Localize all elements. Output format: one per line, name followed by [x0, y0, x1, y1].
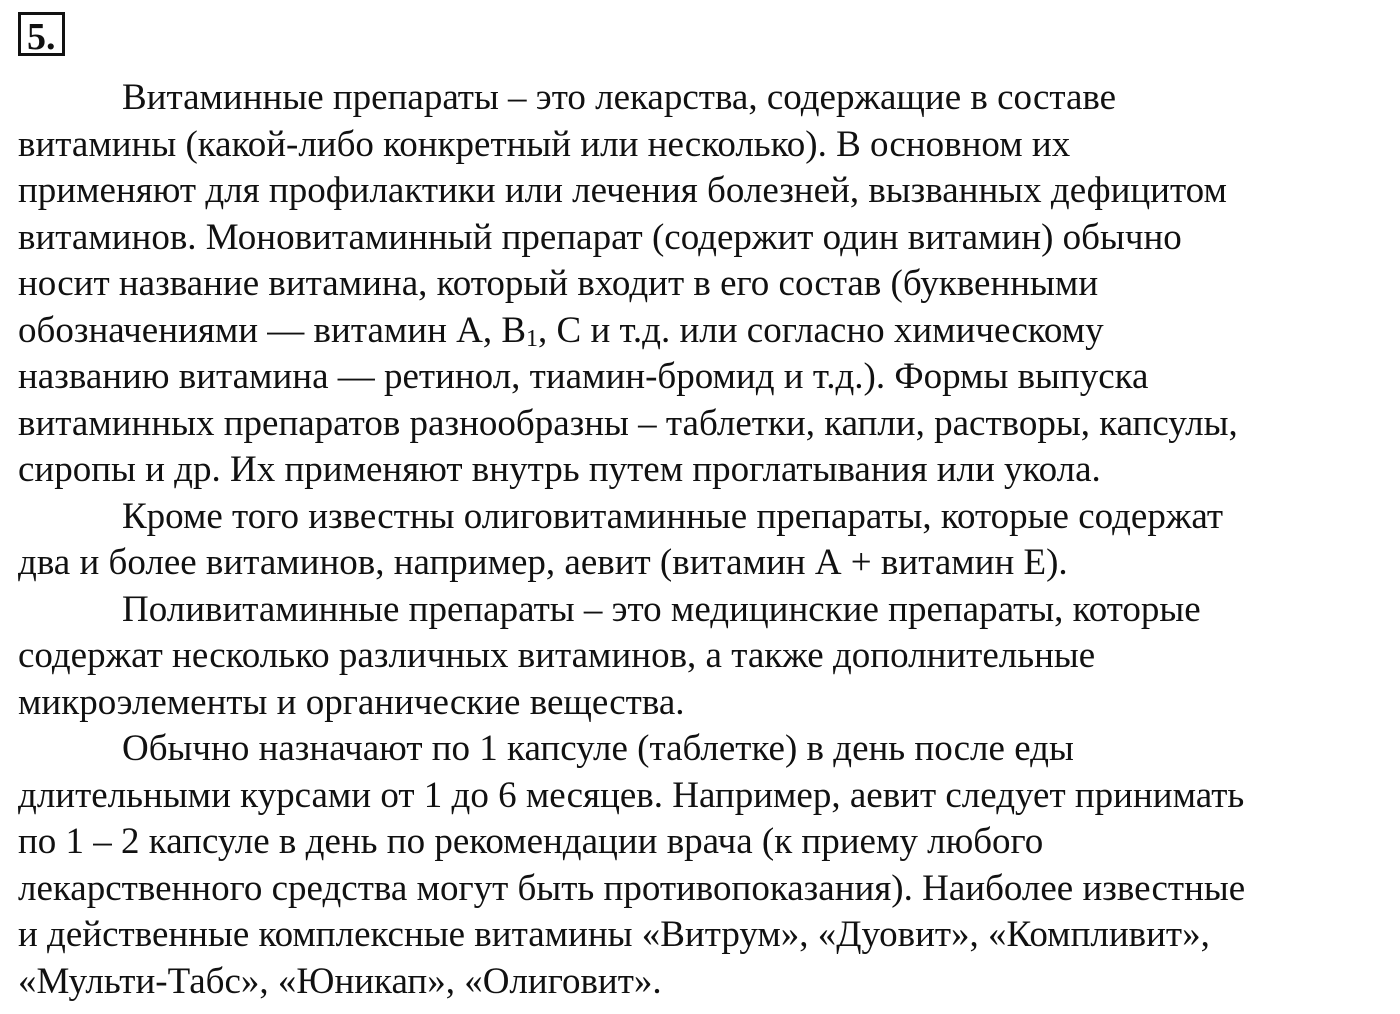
text-line: лекарственного средства могут быть противопоказания). Наиболее известные [18, 867, 1246, 909]
text-line: витаминов. Моновитаминный препарат (содержит один витамин) обычно [18, 216, 1182, 258]
text-line: Поливитаминные препараты – это медицинские препараты, которые [122, 588, 1201, 630]
text-line: витаминных препаратов разнообразны – таблетки, капли, растворы, капсулы, [18, 402, 1238, 444]
text-line: по 1 – 2 капсуле в день по рекомендации врача (к приему любого [18, 821, 1044, 862]
text-line: два и более витаминов, например, аевит (витамин А + витамин Е). [18, 542, 1068, 583]
text-line: «Мульти-Табс», «Юникап», «Олиговит». [18, 960, 662, 1002]
text-line: содержат несколько различных витаминов, а также дополнительные [18, 635, 1096, 676]
text-line-with-subscript [18, 308, 1380, 355]
text-line: носит название витамина, который входит в его состав (буквенными [18, 263, 1099, 304]
text-line: Кроме того известны олиговитаминные препараты, которые содержат [122, 495, 1224, 537]
task-number: 5. [27, 16, 56, 58]
text-line: применяют для профилактики или лечения болезней, вызванных дефицитом [18, 170, 1227, 211]
text-line: витамины (какой-либо конкретный или несколько). В основном их [18, 123, 1071, 165]
text-line: Обычно назначают по 1 капсуле (таблетке) в день после еды [122, 728, 1074, 769]
text-line: сиропы и др. Их применяют внутрь путем проглатывания или укола. [18, 449, 1101, 490]
text-line: длительными курсами от 1 до 6 месяцев. Например, аевит следует принимать [18, 774, 1245, 816]
text-segment: , С и т.д. или согласно химическому [538, 309, 1104, 351]
text-line: названию витамина — ретинол, тиамин-бромид и т.д.). Формы выпуска [18, 356, 1149, 397]
text-line: микроэлементы и органические вещества. [18, 681, 685, 723]
body-text [18, 75, 1380, 1005]
text-line: и действенные комплексные витамины «Витрум», «Дуовит», «Компливит», [18, 914, 1210, 955]
text-segment: обозначениями — витамин А, В [18, 309, 527, 351]
text-line: Витаминные препараты – это лекарства, содержащие в составе [122, 77, 1117, 118]
subscript: 1 [526, 325, 539, 352]
task-number-box [18, 12, 65, 56]
